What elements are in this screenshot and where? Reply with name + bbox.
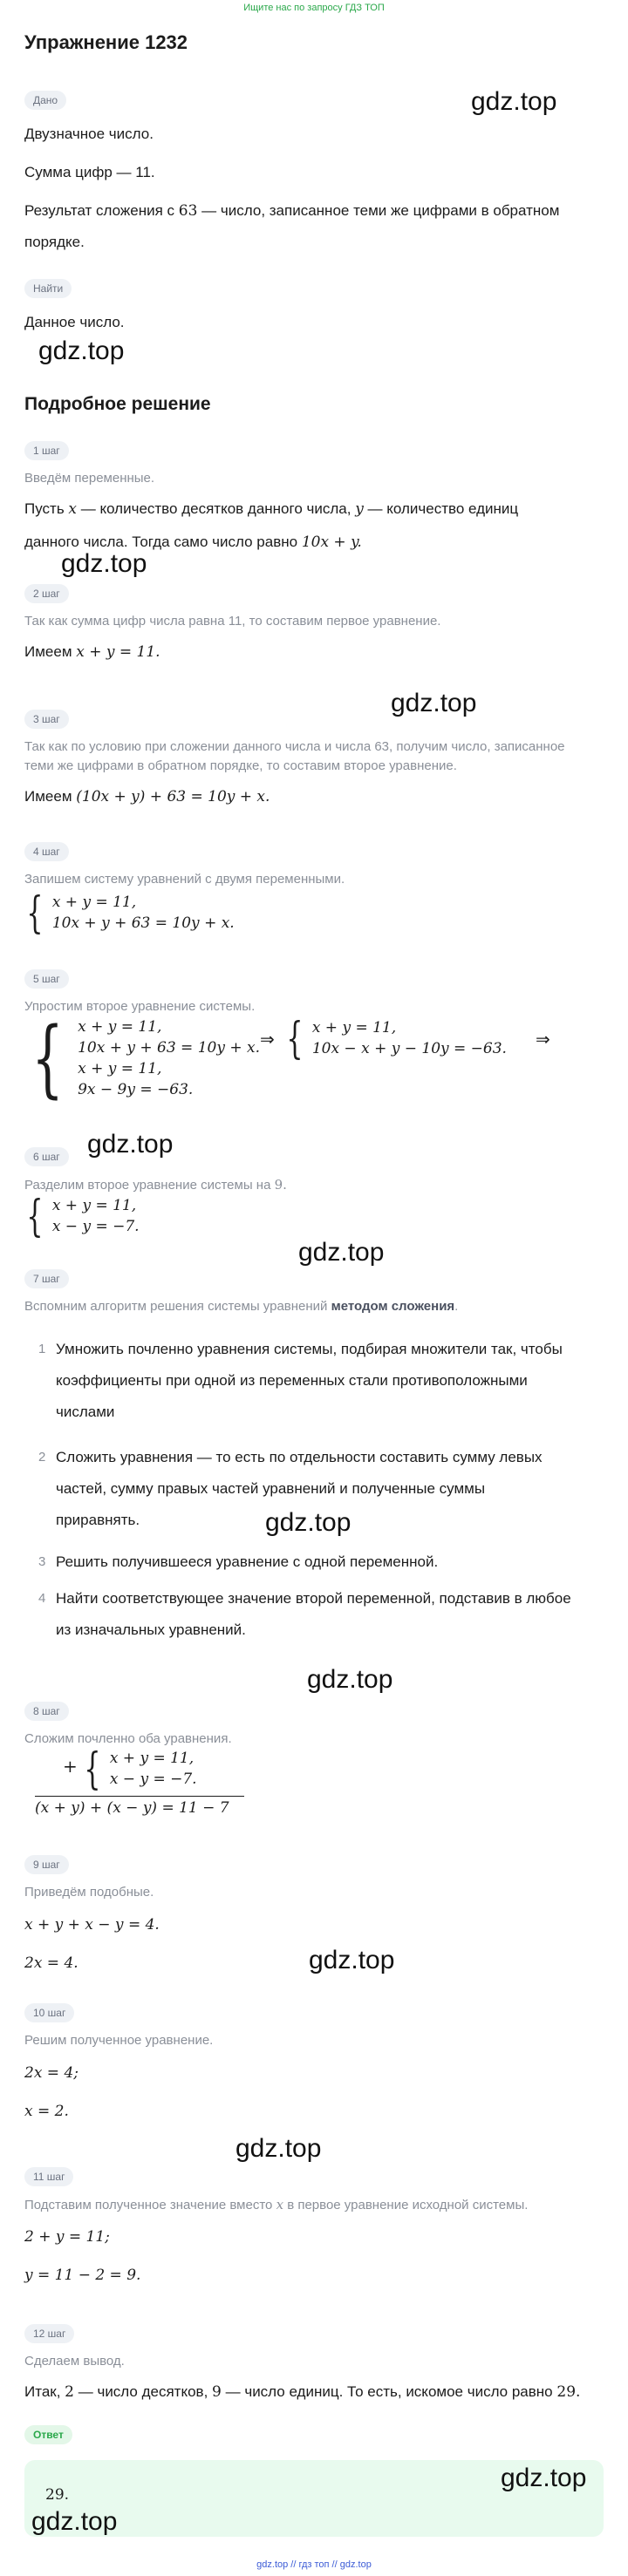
step-9-line-2: 2x = 4.	[24, 1954, 78, 1972]
step-hint-text: Подставим полученное значение вместо	[24, 2198, 273, 2212]
watermark: gdz.top	[298, 1238, 385, 1267]
step-1-hint: Введём переменные.	[24, 471, 155, 486]
step-5-system-b	[281, 1013, 507, 1064]
step-hint-text: Вспомним алгоритм решения системы уравнений	[24, 1299, 328, 1314]
step-badge-label: 2 шаг	[24, 584, 69, 603]
step-8-hint: Сложим почленно оба уравнения.	[24, 1731, 232, 1746]
list-text: из изначальных уравнений.	[56, 1621, 246, 1638]
step-1-badge	[24, 441, 69, 460]
step-11-badge	[24, 2167, 73, 2186]
step-3-hint-2: теми же цифрами в обратном порядке, то составим второе уравнение.	[24, 758, 457, 773]
system-equation: 9x − 9y = −63.	[78, 1081, 194, 1098]
step-12-badge	[24, 2324, 74, 2343]
watermark: gdz.top	[61, 549, 147, 578]
step-11-line-2: y = 11 − 2 = 9.	[24, 2267, 141, 2284]
given-line-2: Сумма цифр — 11.	[24, 164, 155, 180]
step-badge-label: 7 шаг	[24, 1269, 69, 1288]
step-6-hint	[24, 1175, 604, 1195]
step-4-badge	[24, 842, 69, 861]
number: 2	[65, 2383, 74, 2401]
given-badge	[24, 91, 66, 110]
step-hint-text: в первое уравнение исходной системы.	[287, 2198, 529, 2212]
watermark: gdz.top	[391, 689, 477, 717]
step-text: — число десятков,	[78, 2383, 208, 2400]
step-8-system	[78, 1743, 197, 1794]
list-number: 2	[38, 1450, 46, 1465]
watermark: gdz.top	[38, 336, 125, 365]
given-line-3	[24, 195, 604, 227]
step-badge-label: 6 шаг	[24, 1147, 69, 1166]
step-text: — количество единиц	[367, 500, 519, 517]
step-badge-label: 1 шаг	[24, 441, 69, 460]
algorithm-item-1	[38, 1334, 604, 1428]
list-text: Умножить почленно уравнения системы, подбирая множители так, чтобы	[56, 1341, 563, 1357]
math-expr: (10x + y) + 63 = 10y + x.	[76, 788, 270, 805]
find-text: Данное число.	[24, 314, 125, 330]
step-5-badge	[24, 969, 69, 989]
step-8-sum: (x + y) + (x − y) = 11 − 7	[35, 1799, 229, 1817]
step-10-line-2: x = 2.	[24, 2103, 69, 2120]
step-badge-label: 12 шаг	[24, 2324, 74, 2343]
algorithm-item-4	[38, 1583, 604, 1646]
step-9-hint: Приведём подобные.	[24, 1885, 154, 1900]
system-equation: x − y = −7.	[51, 1218, 140, 1235]
step-12-hint: Сделаем вывод.	[24, 2354, 125, 2369]
list-text: Решить получившееся уравнение с одной переменной.	[56, 1553, 439, 1570]
step-badge-label: 3 шаг	[24, 710, 69, 729]
step-hint-text: Разделим второе уравнение системы на	[24, 1178, 271, 1193]
system-equation: x + y = 11,	[109, 1750, 195, 1767]
step-9-badge	[24, 1855, 69, 1874]
step-badge-label: 11 шаг	[24, 2167, 73, 2186]
watermark: gdz.top	[501, 2464, 587, 2492]
brace-icon: {	[31, 1009, 64, 1107]
given-number: 63	[178, 202, 198, 220]
step-7-badge	[24, 1269, 69, 1288]
implies-arrow-icon: ⇒	[260, 1030, 275, 1050]
brace-icon: {	[26, 887, 44, 938]
brace-icon: {	[84, 1743, 101, 1794]
plus-sign: +	[63, 1756, 78, 1777]
list-text: приравнять.	[56, 1512, 140, 1528]
find-badge	[24, 279, 72, 298]
watermark: gdz.top	[309, 1946, 395, 1974]
brace-icon: {	[26, 1191, 44, 1241]
watermark: gdz.top	[87, 1130, 174, 1159]
footer-links[interactable]: gdz.top // гдз топ // gdz.top	[256, 2559, 372, 2570]
given-line-1: Двузначное число.	[24, 126, 154, 142]
system-equation: x + y = 11,	[51, 1197, 137, 1214]
math-expr: x + y = 11.	[76, 643, 160, 661]
step-3-badge	[24, 710, 69, 729]
math-var: y	[355, 500, 364, 518]
step-text: Имеем	[24, 788, 72, 805]
step-7-hint: Вспомним алгоритм решения системы уравнений методом сложения.	[24, 1299, 459, 1314]
answer-badge-label: Ответ	[24, 2425, 72, 2444]
step-text: Имеем	[24, 643, 72, 660]
watermark: gdz.top	[236, 2134, 322, 2163]
step-6-badge	[24, 1147, 69, 1166]
step-1-line-1	[24, 493, 604, 525]
step-text: — количество десятков данного числа,	[80, 500, 352, 517]
step-11-line-1: 2 + y = 11;	[24, 2228, 110, 2246]
page-title: Упражнение 1232	[24, 31, 188, 53]
list-text: числами	[56, 1404, 115, 1420]
step-hint-number: 9.	[274, 1177, 287, 1193]
step-3-hint-1: Так как по условию при сложении данного числа и числа 63, получим число, записанное	[24, 739, 565, 754]
watermark: gdz.top	[265, 1508, 352, 1537]
step-2-line	[24, 636, 604, 668]
algorithm-item-3	[38, 1546, 604, 1578]
math-var: x	[276, 2197, 284, 2212]
step-6-system	[21, 1191, 140, 1241]
step-3-line	[24, 781, 604, 812]
step-text: данного числа. Тогда само число равно	[24, 534, 298, 550]
system-equation: 10x + y + 63 = 10y + x.	[51, 914, 235, 932]
list-number: 1	[38, 1342, 46, 1356]
step-10-hint: Решим полученное уравнение.	[24, 2033, 214, 2048]
given-text: Результат сложения с	[24, 202, 175, 219]
step-badge-label: 10 шаг	[24, 2003, 74, 2022]
system-equation: x + y = 11,	[78, 1018, 162, 1036]
step-10-badge	[24, 2003, 74, 2022]
system-equation: x + y = 11,	[78, 1060, 162, 1077]
step-text: Пусть	[24, 500, 65, 517]
step-4-hint: Запишем систему уравнений с двумя переменными.	[24, 872, 345, 887]
step-2-badge	[24, 584, 69, 603]
given-line-4: порядке.	[24, 234, 85, 250]
solution-title: Подробное решение	[24, 394, 211, 414]
system-equation: x + y = 11,	[311, 1019, 397, 1037]
sum-line	[35, 1796, 244, 1797]
watermark: gdz.top	[31, 2507, 118, 2536]
list-text: коэффициенты при одной из переменных стали противоположными	[56, 1372, 528, 1389]
given-badge-label: Дано	[24, 91, 66, 110]
step-8-badge	[24, 1702, 69, 1721]
top-banner-link[interactable]: Ищите нас по запросу ГДЗ ТОП	[243, 3, 385, 13]
number: 9	[212, 2383, 222, 2401]
math-expr: 10x + y.	[301, 534, 362, 551]
step-4-system	[21, 887, 235, 938]
given-text: — число, записанное теми же цифрами в обратном	[201, 202, 560, 219]
system-equation: x + y = 11,	[51, 894, 137, 911]
watermark: gdz.top	[471, 87, 557, 116]
step-12-conclusion	[24, 2376, 604, 2408]
system-equation: 10x + y + 63 = 10y + x.	[78, 1039, 260, 1057]
step-10-line-1: 2x = 4;	[24, 2064, 78, 2082]
number: 29.	[556, 2383, 581, 2401]
step-text: Итак,	[24, 2383, 61, 2400]
list-text: Найти соответствующее значение второй переменной, подставив в любое	[56, 1590, 571, 1607]
find-badge-label: Найти	[24, 279, 72, 298]
watermark: gdz.top	[307, 1665, 393, 1694]
step-5-hint: Упростим второе уравнение системы.	[24, 999, 256, 1014]
step-9-line-1: x + y + x − y = 4.	[24, 1916, 160, 1934]
step-hint-bold: методом сложения	[331, 1299, 455, 1314]
step-2-hint: Так как сумма цифр числа равна 11, то составим первое уравнение.	[24, 614, 441, 629]
list-text: частей, сумму правых частей уравнений и полученные суммы	[56, 1480, 486, 1497]
implies-arrow-icon: ⇒	[536, 1030, 550, 1050]
step-badge-label: 4 шаг	[24, 842, 69, 861]
list-text: Сложить уравнения — то есть по отдельности составить сумму левых	[56, 1449, 543, 1465]
step-badge-label: 9 шаг	[24, 1855, 69, 1874]
system-equation: 10x − x + y − 10y = −63.	[311, 1040, 507, 1057]
system-equation: x − y = −7.	[109, 1771, 197, 1788]
list-number: 3	[38, 1554, 46, 1569]
step-text: — число единиц. То есть, искомое число равно	[225, 2383, 553, 2400]
step-11-hint	[24, 2195, 604, 2215]
step-badge-label: 8 шаг	[24, 1702, 69, 1721]
answer-badge	[24, 2425, 72, 2444]
brace-icon: {	[286, 1013, 304, 1064]
list-number: 4	[38, 1591, 46, 1606]
step-5-system-a	[21, 1009, 260, 1107]
step-badge-label: 5 шаг	[24, 969, 69, 989]
answer-value: 29.	[45, 2486, 70, 2504]
math-var: x	[68, 500, 77, 518]
